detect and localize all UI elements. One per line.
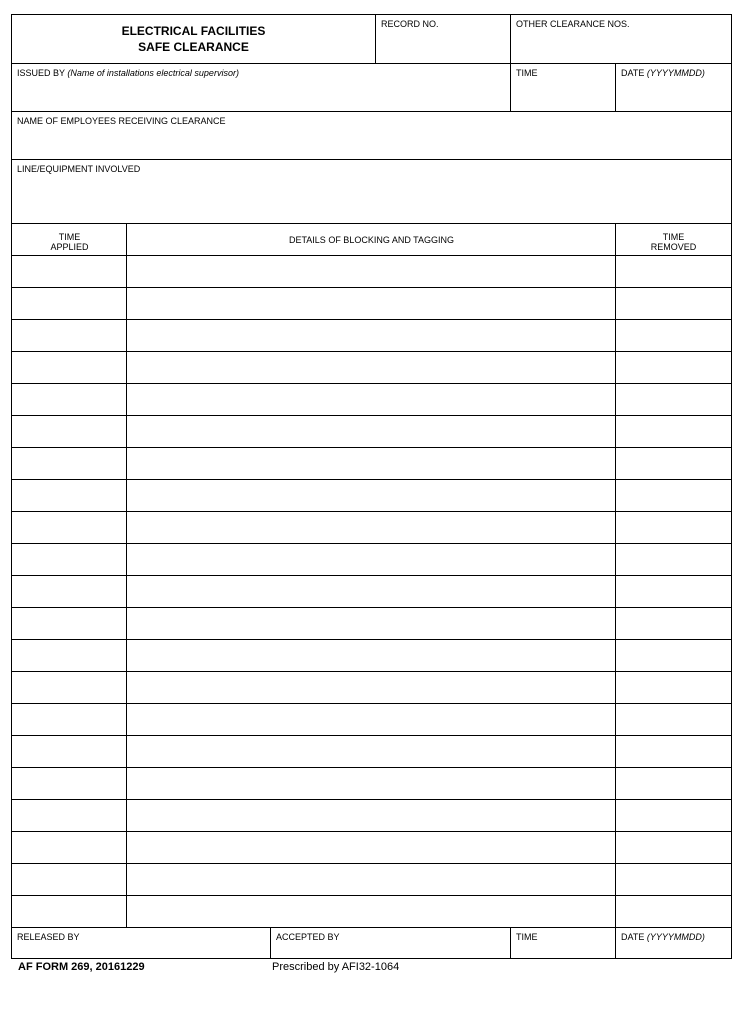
released-by-field[interactable] bbox=[12, 928, 270, 958]
details-cell[interactable] bbox=[131, 290, 611, 316]
divider bbox=[12, 639, 731, 640]
details-cell[interactable] bbox=[131, 258, 611, 284]
time-removed-cell[interactable] bbox=[620, 290, 727, 316]
time-applied-cell[interactable] bbox=[16, 610, 122, 636]
time-removed-cell[interactable] bbox=[620, 322, 727, 348]
employees-label: NAME OF EMPLOYEES RECEIVING CLEARANCE bbox=[17, 116, 226, 126]
time-removed-cell[interactable] bbox=[620, 514, 727, 540]
form-title bbox=[12, 23, 375, 55]
divider bbox=[12, 735, 731, 736]
time-applied-cell[interactable] bbox=[16, 770, 122, 796]
col-time-applied-line1: TIME bbox=[58, 232, 81, 242]
time-removed-cell[interactable] bbox=[620, 738, 727, 764]
issued-by-label bbox=[17, 68, 239, 79]
col-time-removed-header bbox=[616, 232, 731, 252]
details-cell[interactable] bbox=[131, 450, 611, 476]
issued-by-label-text: ISSUED BY bbox=[17, 68, 65, 78]
divider bbox=[12, 447, 731, 448]
time-applied-cell[interactable] bbox=[16, 386, 122, 412]
time-applied-cell[interactable] bbox=[16, 642, 122, 668]
line-equipment-label: LINE/EQUIPMENT INVOLVED bbox=[17, 164, 141, 174]
accepted-by-field[interactable] bbox=[271, 928, 510, 958]
accepted-by-label: ACCEPTED BY bbox=[276, 932, 340, 942]
time-removed-cell[interactable] bbox=[620, 674, 727, 700]
released-date-label bbox=[621, 932, 705, 943]
time-removed-cell[interactable] bbox=[620, 482, 727, 508]
safe-clearance-form bbox=[11, 14, 732, 959]
divider bbox=[12, 255, 731, 256]
time-removed-cell[interactable] bbox=[620, 546, 727, 572]
prescribed-by: Prescribed by AFI32-1064 bbox=[272, 961, 400, 973]
details-cell[interactable] bbox=[131, 514, 611, 540]
other-clearance-label: OTHER CLEARANCE NOS. bbox=[516, 19, 630, 29]
issued-date-label-text: DATE bbox=[621, 68, 645, 78]
details-cell[interactable] bbox=[131, 482, 611, 508]
divider bbox=[12, 767, 731, 768]
issued-time-field[interactable] bbox=[511, 64, 615, 111]
details-cell[interactable] bbox=[131, 866, 611, 892]
details-cell[interactable] bbox=[131, 642, 611, 668]
divider bbox=[12, 543, 731, 544]
time-applied-cell[interactable] bbox=[16, 546, 122, 572]
time-removed-cell[interactable] bbox=[620, 770, 727, 796]
divider bbox=[12, 607, 731, 608]
divider bbox=[12, 383, 731, 384]
time-applied-cell[interactable] bbox=[16, 674, 122, 700]
details-cell[interactable] bbox=[131, 418, 611, 444]
issued-time-label: TIME bbox=[516, 68, 538, 78]
time-applied-cell[interactable] bbox=[16, 258, 122, 284]
time-applied-cell[interactable] bbox=[16, 354, 122, 380]
issued-date-label bbox=[621, 68, 705, 79]
time-applied-cell[interactable] bbox=[16, 898, 122, 924]
record-no-label: RECORD NO. bbox=[381, 19, 439, 29]
time-removed-cell[interactable] bbox=[620, 898, 727, 924]
time-removed-cell[interactable] bbox=[620, 450, 727, 476]
time-removed-cell[interactable] bbox=[620, 418, 727, 444]
col-details-header: DETAILS OF BLOCKING AND TAGGING bbox=[288, 235, 455, 245]
details-cell[interactable] bbox=[131, 546, 611, 572]
time-applied-cell[interactable] bbox=[16, 482, 122, 508]
time-applied-cell[interactable] bbox=[16, 578, 122, 604]
col-time-removed-line2: REMOVED bbox=[650, 242, 697, 252]
divider bbox=[12, 287, 731, 288]
issued-by-hint: (Name of installations electrical supervisor) bbox=[67, 68, 239, 78]
other-clearance-field[interactable] bbox=[511, 15, 731, 63]
time-removed-cell[interactable] bbox=[620, 866, 727, 892]
time-removed-cell[interactable] bbox=[620, 642, 727, 668]
time-applied-cell[interactable] bbox=[16, 322, 122, 348]
released-by-label: RELEASED BY bbox=[17, 932, 80, 942]
employees-field[interactable] bbox=[12, 112, 731, 159]
released-time-label: TIME bbox=[516, 932, 538, 942]
time-applied-cell[interactable] bbox=[16, 706, 122, 732]
divider bbox=[12, 895, 731, 896]
details-cell[interactable] bbox=[131, 578, 611, 604]
divider bbox=[12, 799, 731, 800]
time-applied-cell[interactable] bbox=[16, 866, 122, 892]
details-cell[interactable] bbox=[131, 834, 611, 860]
col-time-applied-line2: APPLIED bbox=[50, 242, 89, 252]
time-applied-cell[interactable] bbox=[16, 418, 122, 444]
time-applied-cell[interactable] bbox=[16, 802, 122, 828]
time-removed-cell[interactable] bbox=[620, 578, 727, 604]
col-time-removed-line1: TIME bbox=[662, 232, 685, 242]
divider bbox=[12, 575, 731, 576]
released-time-field[interactable] bbox=[511, 928, 615, 958]
time-removed-cell[interactable] bbox=[620, 610, 727, 636]
details-cell[interactable] bbox=[131, 802, 611, 828]
form-title-line2: SAFE CLEARANCE bbox=[138, 40, 249, 54]
details-cell[interactable] bbox=[131, 738, 611, 764]
time-removed-cell[interactable] bbox=[620, 802, 727, 828]
divider bbox=[12, 831, 731, 832]
time-applied-cell[interactable] bbox=[16, 834, 122, 860]
form-number: AF FORM 269, 20161229 bbox=[18, 961, 145, 973]
time-removed-cell[interactable] bbox=[620, 834, 727, 860]
divider bbox=[12, 319, 731, 320]
col-time-applied-header bbox=[12, 232, 127, 252]
time-removed-cell[interactable] bbox=[620, 258, 727, 284]
divider bbox=[12, 351, 731, 352]
issued-by-field[interactable] bbox=[12, 64, 510, 111]
record-no-field[interactable] bbox=[376, 15, 510, 63]
line-equipment-field[interactable] bbox=[12, 160, 731, 223]
time-removed-cell[interactable] bbox=[620, 706, 727, 732]
time-applied-cell[interactable] bbox=[16, 450, 122, 476]
time-removed-cell[interactable] bbox=[620, 354, 727, 380]
form-title-line1: ELECTRICAL FACILITIES bbox=[121, 24, 266, 38]
details-cell[interactable] bbox=[131, 354, 611, 380]
details-cell[interactable] bbox=[131, 706, 611, 732]
details-cell[interactable] bbox=[131, 386, 611, 412]
details-cell[interactable] bbox=[131, 674, 611, 700]
issued-date-field[interactable] bbox=[616, 64, 731, 111]
issued-date-hint: (YYYYMMDD) bbox=[646, 68, 705, 78]
released-date-label-text: DATE bbox=[621, 932, 645, 942]
divider bbox=[12, 703, 731, 704]
divider bbox=[12, 511, 731, 512]
divider bbox=[12, 671, 731, 672]
divider bbox=[12, 863, 731, 864]
divider bbox=[12, 415, 731, 416]
divider bbox=[12, 223, 731, 224]
time-removed-cell[interactable] bbox=[620, 386, 727, 412]
details-cell[interactable] bbox=[131, 322, 611, 348]
released-date-field[interactable] bbox=[616, 928, 731, 958]
time-applied-cell[interactable] bbox=[16, 514, 122, 540]
details-cell[interactable] bbox=[131, 770, 611, 796]
time-applied-cell[interactable] bbox=[16, 290, 122, 316]
time-applied-cell[interactable] bbox=[16, 738, 122, 764]
released-date-hint: (YYYYMMDD) bbox=[646, 932, 705, 942]
details-cell[interactable] bbox=[131, 610, 611, 636]
divider bbox=[12, 479, 731, 480]
details-cell[interactable] bbox=[131, 898, 611, 924]
